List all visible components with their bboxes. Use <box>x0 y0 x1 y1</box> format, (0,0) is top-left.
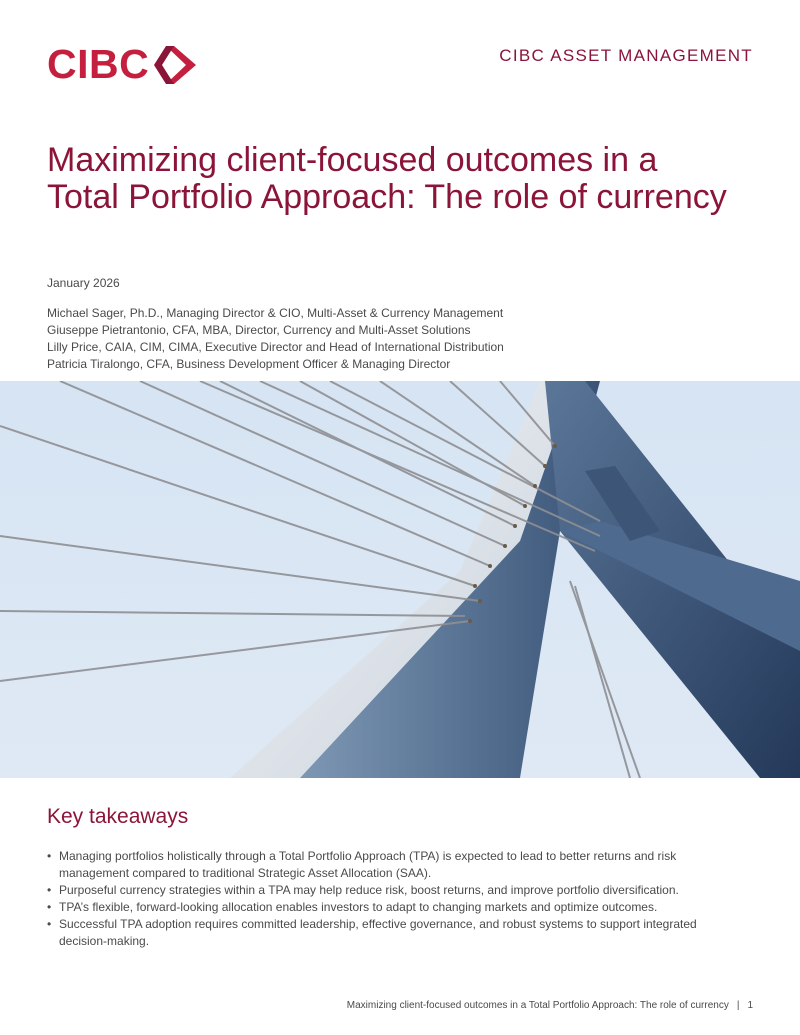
page-number: 1 <box>747 1000 753 1011</box>
takeaway-item: • Managing portfolios holistically through a Total Portfolio Approach (TPA) is expected to lead to better returns and risk management compared to traditional Strategic Asset Allocation (SAA). <box>47 848 747 882</box>
author-item: Giuseppe Pietrantonio, CFA, MBA, Director, Currency and Multi-Asset Solutions <box>47 323 471 337</box>
page-footer <box>347 1000 753 1011</box>
author-list <box>47 305 504 373</box>
key-takeaways-heading: Key takeaways <box>47 805 189 828</box>
footer-title: Maximizing client-focused outcomes in a Total Portfolio Approach: The role of currency <box>346 1000 729 1011</box>
document-title: Maximizing client-focused outcomes in a Total Portfolio Approach: The role of currency <box>47 141 727 216</box>
publication-date: January 2026 <box>47 276 120 290</box>
author-item: Patricia Tiralongo, CFA, Business Development Officer & Managing Director <box>47 357 451 371</box>
cibc-logo <box>47 41 197 87</box>
takeaway-item: • Purposeful currency strategies within a TPA may help reduce risk, boost returns, and improve portfolio diversification. <box>47 882 747 899</box>
takeaway-item: • Successful TPA adoption requires committed leadership, effective governance, and robust systems to support integrated decision-making. <box>47 916 747 950</box>
key-takeaways-list <box>47 848 747 950</box>
footer-separator: | <box>736 1000 740 1011</box>
takeaway-item: • TPA’s flexible, forward-looking allocation enables investors to adapt to changing markets and optimize outcomes. <box>47 899 747 916</box>
cibc-logo-text: CIBC <box>47 41 150 87</box>
author-item: Lilly Price, CAIA, CIM, CIMA, Executive Director and Head of International Distribution <box>47 340 504 354</box>
bridge-hero-image <box>0 381 800 778</box>
cibc-diamond-icon <box>153 45 197 85</box>
brand-name: CIBC ASSET MANAGEMENT <box>499 46 753 65</box>
author-item: Michael Sager, Ph.D., Managing Director & CIO, Multi-Asset & Currency Management <box>47 306 504 320</box>
